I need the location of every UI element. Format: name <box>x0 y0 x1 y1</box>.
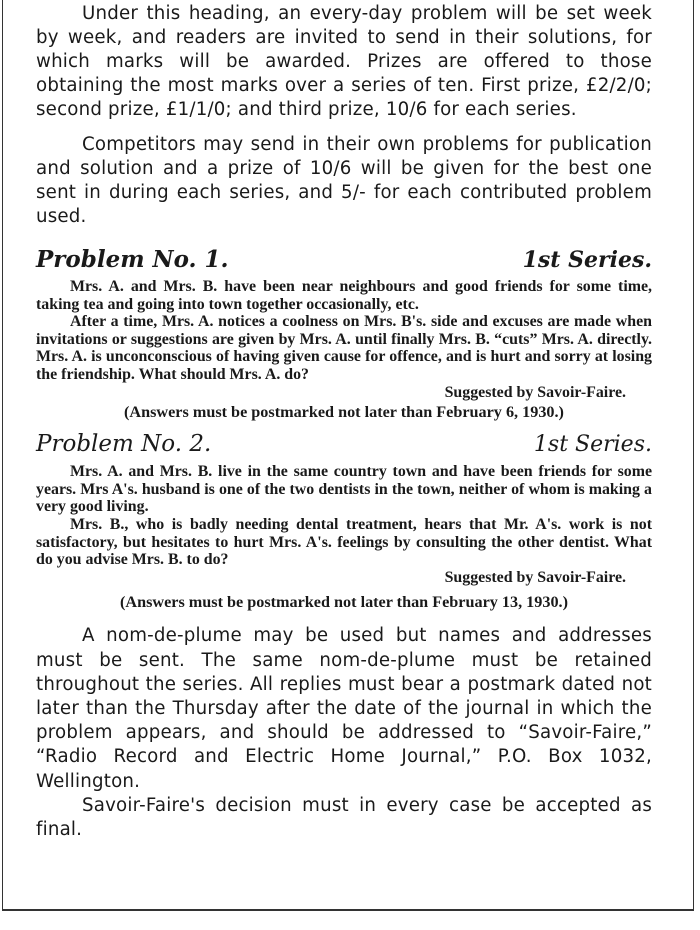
intro-paragraph: Under this heading, an every-day problem will be set week by week, and readers are invited to send in their solutions, for which marks will be awarded. Prizes are offered to those obtaining the most marks over a series of ten. First prize, £2/2/0; second prize, £1/1/0; and third prize, 10/6 for each series. <box>36 3 652 120</box>
problem-2 <box>36 430 652 612</box>
problem-series: 1st Series. <box>522 247 652 273</box>
frame-left-rule <box>2 0 3 910</box>
frame-bottom-rule <box>2 909 694 911</box>
suggested-by: Suggested by Savoir-Faire. <box>444 568 626 586</box>
problem-title: Problem No. 2. <box>36 431 212 458</box>
intro-paragraph: Competitors may send in their own problems for publication and solution and a prize of 10/6 will be given for the best one sent in during each series, and 5/- for each contributed problem used. <box>36 134 652 227</box>
suggested-by: Suggested by Savoir-Faire. <box>444 383 626 401</box>
problem-paragraph: After a time, Mrs. A. notices a coolness on Mrs. B's. side and excuses are made when invitations or suggestions are given by Mrs. A. until finally Mrs. B. “cuts” Mrs. A. directly. Mrs. A. is unconconscious of having given cause for offence, and is hurt and sorry at losing the friendship. What should Mrs. A. do? <box>36 313 652 383</box>
problem-title: Problem No. 1. <box>36 246 229 273</box>
problem-heading <box>36 246 652 274</box>
article <box>36 2 652 842</box>
problem-series: 1st Series. <box>533 432 652 458</box>
answer-deadline: (Answers must be postmarked not later than February 13, 1930.) <box>120 593 568 612</box>
problem-paragraph: Mrs. A. and Mrs. B. have been near neighbours and good friends for some time, taking tea and going into town together occasionally, etc. <box>36 278 652 313</box>
problem-paragraph: Mrs. A. and Mrs. B. live in the same country town and have been friends for some years. Mrs A's. husband is one of the two dentists in the town, neither of whom is making a very good living. <box>36 463 652 516</box>
outro-paragraph: Savoir-Faire's decision must in every case be accepted as final. <box>36 794 652 840</box>
answer-deadline: (Answers must be postmarked not later than February 6, 1930.) <box>124 403 564 422</box>
problem-paragraph: Mrs. B., who is badly needing dental treatment, hears that Mr. A's. work is not satisfactory, but hesitates to hurt Mrs. A's. feelings by consulting the other dentist. What do you advise Mrs. B. to do? <box>36 515 652 569</box>
problem-1 <box>36 246 652 422</box>
frame-right-rule <box>693 0 694 910</box>
outro-paragraph: A nom-de-plume may be used but names and addresses must be sent. The same nom-de-plume must be retained throughout the series. All replies must bear a postmark dated not later than the Thursday after the date of the journal in which the problem appears, and should be addressed to “Savoir-Faire,” “Radio Record and Electric Home Journal,” P.O. Box 1032, Wellington. <box>36 625 652 792</box>
problem-heading <box>36 430 652 459</box>
